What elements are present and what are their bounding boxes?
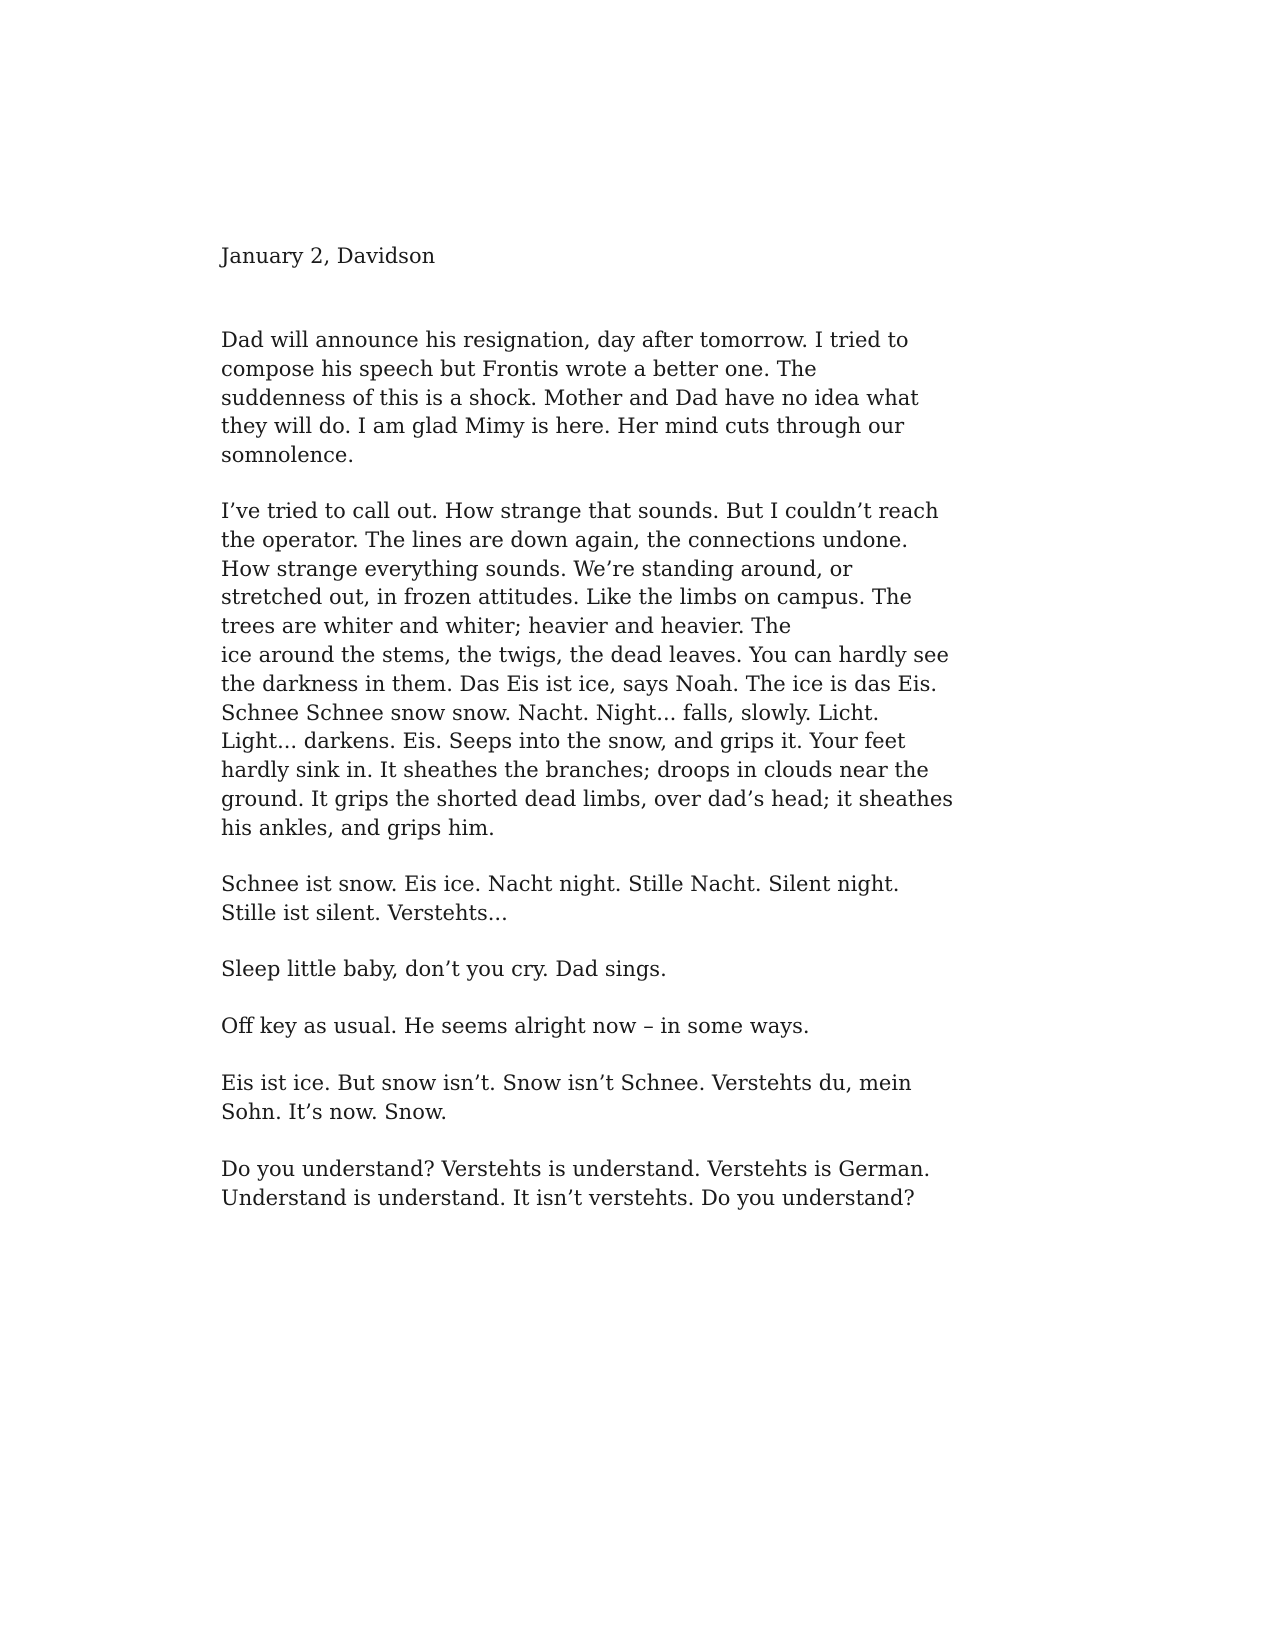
paragraph-line: ice around the stems, the twigs, the dead leaves. You can hardly see [221, 642, 949, 667]
paragraph-line: Schnee Schnee snow snow. Nacht. Night... falls, slowly. Licht. [221, 700, 880, 725]
paragraph-call-out [221, 497, 1061, 843]
paragraph-line: his ankles, and grips him. [221, 815, 495, 840]
paragraph-line: Do you understand? Verstehts is understand. Verstehts is German. [221, 1157, 931, 1181]
paragraph-line: compose his speech but Frontis wrote a better one. The [221, 356, 817, 381]
paragraph-line: ground. It grips the shorted dead limbs, over dad’s head; it sheathes [221, 786, 954, 811]
paragraph-line: Off key as usual. He seems alright now – in some ways. [221, 1014, 810, 1038]
paragraph-line: the darkness in them. Das Eis ist ice, says Noah. The ice is das Eis. [221, 671, 938, 696]
paragraph-line: Eis ist ice. But snow isn’t. Snow isn’t Schnee. Verstehts du, mein [221, 1071, 912, 1095]
dateline-text: January 2, Davidson [221, 244, 436, 268]
paragraph-eis [221, 1069, 1061, 1127]
paragraph-line: trees are whiter and whiter; heavier and heavier. The [221, 614, 792, 639]
paragraph-line: stretched out, in frozen attitudes. Like the limbs on campus. The [221, 585, 912, 610]
paragraph-line: the operator. The lines are down again, the connections undone. [221, 527, 909, 552]
paragraph-understand [221, 1155, 1061, 1213]
paragraph-line: suddenness of this is a shock. Mother and Dad have no idea what [221, 385, 919, 410]
paragraph-line: I’ve tried to call out. How strange that sounds. But I couldn’t reach [221, 499, 939, 523]
paragraph-line: Sohn. It’s now. Snow. [221, 1099, 448, 1124]
paragraph-line: Light... darkens. Eis. Seeps into the snow, and grips it. Your feet [221, 729, 906, 754]
paragraph-line: Sleep little baby, don’t you cry. Dad sings. [221, 957, 667, 981]
paragraph-line: hardly sink in. It sheathes the branches; droops in clouds near the [221, 758, 929, 783]
paragraph-line: Schnee ist snow. Eis ice. Nacht night. Stille Nacht. Silent night. [221, 872, 900, 896]
paragraph-line: Dad will announce his resignation, day after tomorrow. I tried to [221, 328, 909, 352]
paragraph-line: Stille ist silent. Verstehts... [221, 900, 508, 925]
paragraph-line: Understand is understand. It isn’t verstehts. Do you understand? [221, 1185, 915, 1210]
paragraph-sleep [221, 955, 1061, 984]
paragraph-line: they will do. I am glad Mimy is here. Her mind cuts through our [221, 414, 905, 439]
paragraph-resignation [221, 326, 1061, 470]
paragraph-line: How strange everything sounds. We’re standing around, or [221, 556, 853, 581]
paragraph-schnee [221, 870, 1061, 928]
paragraph-off-key [221, 1012, 1061, 1041]
dateline [221, 242, 1061, 271]
paragraph-line: somnolence. [221, 443, 355, 468]
